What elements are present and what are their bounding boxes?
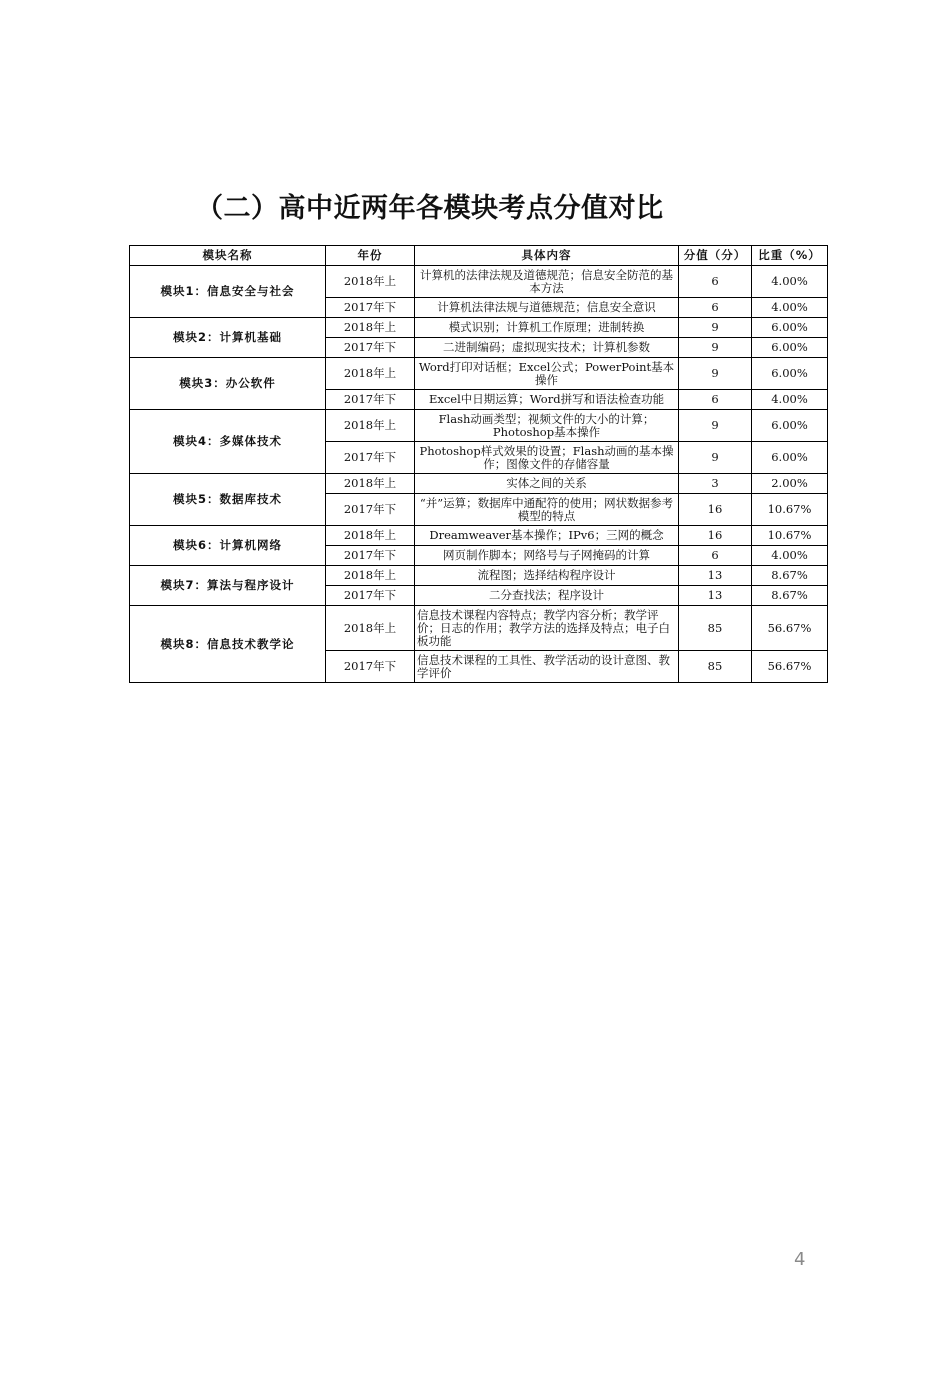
content-cell: Dreamweaver基本操作；IPv6；三网的概念 xyxy=(415,526,679,546)
score-cell: 6 xyxy=(679,266,752,298)
score-cell: 85 xyxy=(679,651,752,683)
content-cell: Word打印对话框；Excel公式；PowerPoint基本操作 xyxy=(415,358,679,390)
content-cell: 流程图；选择结构程序设计 xyxy=(415,566,679,586)
ratio-cell: 8.67% xyxy=(752,566,828,586)
content-cell: 信息技术课程的工具性、教学活动的设计意图、教学评价 xyxy=(415,651,679,683)
content-cell: 计算机法律法规与道德规范；信息安全意识 xyxy=(415,298,679,318)
table-row xyxy=(130,606,828,651)
module-name-cell: 模块5：数据库技术 xyxy=(130,474,326,526)
module-name-cell: 模块7：算法与程序设计 xyxy=(130,566,326,606)
content-cell: 模式识别；计算机工作原理；进制转换 xyxy=(415,318,679,338)
module-name-cell: 模块6：计算机网络 xyxy=(130,526,326,566)
module-name-cell: 模块2：计算机基础 xyxy=(130,318,326,358)
score-cell: 13 xyxy=(679,566,752,586)
header-score: 分值（分） xyxy=(679,246,752,266)
year-cell: 2017年下 xyxy=(326,390,415,410)
ratio-cell: 6.00% xyxy=(752,442,828,474)
year-cell: 2017年下 xyxy=(326,586,415,606)
ratio-cell: 2.00% xyxy=(752,474,828,494)
table-row xyxy=(130,266,828,298)
year-cell: 2018年上 xyxy=(326,474,415,494)
score-cell: 16 xyxy=(679,494,752,526)
score-cell: 16 xyxy=(679,526,752,546)
year-cell: 2018年上 xyxy=(326,358,415,390)
score-cell: 9 xyxy=(679,410,752,442)
header-year: 年份 xyxy=(326,246,415,266)
year-cell: 2017年下 xyxy=(326,338,415,358)
content-cell: Excel中日期运算；Word拼写和语法检查功能 xyxy=(415,390,679,410)
ratio-cell: 4.00% xyxy=(752,546,828,566)
module-name-cell: 模块4：多媒体技术 xyxy=(130,410,326,474)
page-number: 4 xyxy=(794,1249,806,1270)
table-row xyxy=(130,318,828,338)
score-comparison-table xyxy=(129,245,828,683)
year-cell: 2017年下 xyxy=(326,298,415,318)
year-cell: 2018年上 xyxy=(326,410,415,442)
score-cell: 6 xyxy=(679,390,752,410)
table-row xyxy=(130,526,828,546)
content-cell: Photoshop样式效果的设置；Flash动画的基本操作；图像文件的存储容量 xyxy=(415,442,679,474)
module-name-cell: 模块8：信息技术教学论 xyxy=(130,606,326,683)
header-content: 具体内容 xyxy=(415,246,679,266)
content-cell: Flash动画类型；视频文件的大小的计算；Photoshop基本操作 xyxy=(415,410,679,442)
content-cell: 网页制作脚本；网络号与子网掩码的计算 xyxy=(415,546,679,566)
module-name-cell: 模块1：信息安全与社会 xyxy=(130,266,326,318)
ratio-cell: 6.00% xyxy=(752,338,828,358)
content-cell: 实体之间的关系 xyxy=(415,474,679,494)
ratio-cell: 6.00% xyxy=(752,410,828,442)
table-row xyxy=(130,410,828,442)
ratio-cell: 56.67% xyxy=(752,606,828,651)
ratio-cell: 6.00% xyxy=(752,318,828,338)
ratio-cell: 8.67% xyxy=(752,586,828,606)
score-cell: 6 xyxy=(679,298,752,318)
score-cell: 3 xyxy=(679,474,752,494)
score-cell: 9 xyxy=(679,442,752,474)
ratio-cell: 4.00% xyxy=(752,266,828,298)
table-row xyxy=(130,358,828,390)
ratio-cell: 10.67% xyxy=(752,526,828,546)
table-row xyxy=(130,474,828,494)
content-cell: “并”运算；数据库中通配符的使用；网状数据参考模型的特点 xyxy=(415,494,679,526)
content-cell: 二分查找法；程序设计 xyxy=(415,586,679,606)
ratio-cell: 56.67% xyxy=(752,651,828,683)
content-cell: 二进制编码；虚拟现实技术；计算机参数 xyxy=(415,338,679,358)
score-cell: 85 xyxy=(679,606,752,651)
year-cell: 2017年下 xyxy=(326,494,415,526)
year-cell: 2018年上 xyxy=(326,266,415,298)
header-ratio: 比重（%） xyxy=(752,246,828,266)
table-header-row xyxy=(130,246,828,266)
score-cell: 6 xyxy=(679,546,752,566)
year-cell: 2017年下 xyxy=(326,442,415,474)
module-name-cell: 模块3：办公软件 xyxy=(130,358,326,410)
score-cell: 9 xyxy=(679,338,752,358)
year-cell: 2018年上 xyxy=(326,318,415,338)
section-title: （二）高中近两年各模块考点分值对比 xyxy=(196,193,664,224)
table-row xyxy=(130,566,828,586)
ratio-cell: 10.67% xyxy=(752,494,828,526)
table-body xyxy=(130,266,828,683)
header-module: 模块名称 xyxy=(130,246,326,266)
content-cell: 信息技术课程内容特点；教学内容分析；教学评价；日志的作用；教学方法的选择及特点；电子白板功能 xyxy=(415,606,679,651)
year-cell: 2018年上 xyxy=(326,566,415,586)
score-cell: 9 xyxy=(679,318,752,338)
content-cell: 计算机的法律法规及道德规范；信息安全防范的基本方法 xyxy=(415,266,679,298)
score-cell: 13 xyxy=(679,586,752,606)
year-cell: 2018年上 xyxy=(326,606,415,651)
ratio-cell: 4.00% xyxy=(752,390,828,410)
year-cell: 2018年上 xyxy=(326,526,415,546)
year-cell: 2017年下 xyxy=(326,651,415,683)
ratio-cell: 4.00% xyxy=(752,298,828,318)
year-cell: 2017年下 xyxy=(326,546,415,566)
score-cell: 9 xyxy=(679,358,752,390)
ratio-cell: 6.00% xyxy=(752,358,828,390)
